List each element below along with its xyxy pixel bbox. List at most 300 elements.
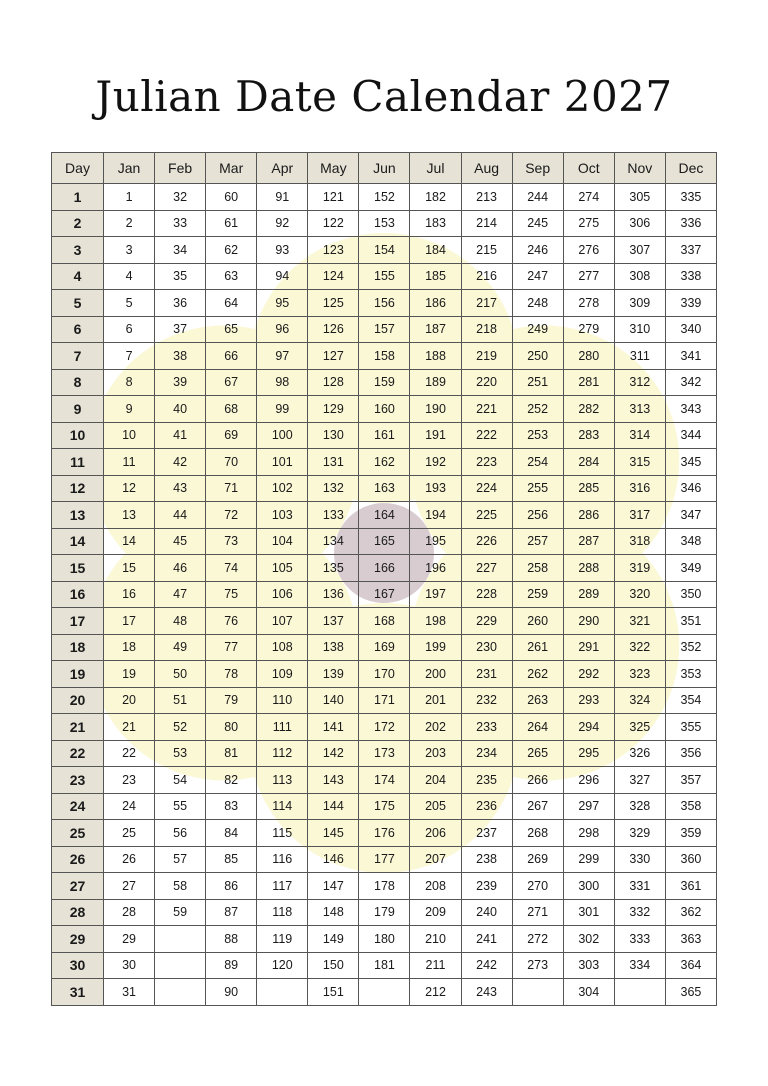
- julian-day-cell: 192: [410, 449, 461, 476]
- julian-day-cell: 361: [665, 873, 716, 900]
- julian-day-cell: 219: [461, 343, 512, 370]
- julian-day-cell: 170: [359, 661, 410, 688]
- julian-day-cell: 58: [155, 873, 206, 900]
- julian-day-cell: 263: [512, 687, 563, 714]
- julian-day-cell: 289: [563, 581, 614, 608]
- julian-day-cell: 30: [104, 952, 155, 979]
- julian-day-cell: 271: [512, 899, 563, 926]
- day-label: 10: [52, 422, 104, 449]
- julian-day-cell: 283: [563, 422, 614, 449]
- julian-day-cell: 84: [206, 820, 257, 847]
- julian-day-cell: 85: [206, 846, 257, 873]
- julian-day-cell: 168: [359, 608, 410, 635]
- julian-day-cell: 28: [104, 899, 155, 926]
- julian-day-cell: 128: [308, 369, 359, 396]
- julian-day-cell: 355: [665, 714, 716, 741]
- julian-day-cell: 198: [410, 608, 461, 635]
- column-header-month: Feb: [155, 153, 206, 184]
- julian-day-cell: 38: [155, 343, 206, 370]
- julian-day-cell: 133: [308, 502, 359, 529]
- julian-day-cell: 172: [359, 714, 410, 741]
- table-row: [52, 899, 717, 926]
- julian-day-cell: 99: [257, 396, 308, 423]
- julian-day-cell: 269: [512, 846, 563, 873]
- julian-day-cell: 139: [308, 661, 359, 688]
- julian-day-cell: 40: [155, 396, 206, 423]
- julian-day-cell: 341: [665, 343, 716, 370]
- julian-day-cell: 261: [512, 634, 563, 661]
- julian-day-cell: 255: [512, 475, 563, 502]
- julian-day-cell: 10: [104, 422, 155, 449]
- julian-day-cell: 332: [614, 899, 665, 926]
- column-header-month: Nov: [614, 153, 665, 184]
- julian-day-cell: 364: [665, 952, 716, 979]
- julian-day-cell: 90: [206, 979, 257, 1006]
- julian-day-cell: 365: [665, 979, 716, 1006]
- julian-day-cell: 193: [410, 475, 461, 502]
- julian-day-cell: 314: [614, 422, 665, 449]
- julian-day-cell: 233: [461, 714, 512, 741]
- julian-day-cell: 184: [410, 237, 461, 264]
- julian-day-cell: 228: [461, 581, 512, 608]
- table-row: [52, 263, 717, 290]
- julian-day-cell: 165: [359, 528, 410, 555]
- julian-day-cell: 313: [614, 396, 665, 423]
- julian-day-cell: 87: [206, 899, 257, 926]
- column-header-month: May: [308, 153, 359, 184]
- julian-day-cell: 176: [359, 820, 410, 847]
- julian-day-cell: 190: [410, 396, 461, 423]
- julian-day-cell: 68: [206, 396, 257, 423]
- julian-day-cell: 77: [206, 634, 257, 661]
- julian-day-cell: 333: [614, 926, 665, 953]
- julian-day-cell: 301: [563, 899, 614, 926]
- julian-day-cell: 202: [410, 714, 461, 741]
- julian-day-cell: 67: [206, 369, 257, 396]
- julian-day-cell: 62: [206, 237, 257, 264]
- julian-day-cell: 29: [104, 926, 155, 953]
- julian-day-cell: 152: [359, 184, 410, 211]
- table-row: [52, 608, 717, 635]
- julian-day-cell: 290: [563, 608, 614, 635]
- julian-day-cell: [155, 926, 206, 953]
- julian-day-cell: 106: [257, 581, 308, 608]
- julian-day-cell: 326: [614, 740, 665, 767]
- table-row: [52, 634, 717, 661]
- table-row: [52, 714, 717, 741]
- julian-day-cell: 134: [308, 528, 359, 555]
- julian-day-cell: 148: [308, 899, 359, 926]
- julian-date-table: [51, 152, 717, 1006]
- julian-day-cell: 200: [410, 661, 461, 688]
- julian-day-cell: 8: [104, 369, 155, 396]
- julian-day-cell: 277: [563, 263, 614, 290]
- day-label: 21: [52, 714, 104, 741]
- julian-day-cell: 107: [257, 608, 308, 635]
- table-row: [52, 926, 717, 953]
- julian-day-cell: 304: [563, 979, 614, 1006]
- julian-day-cell: 322: [614, 634, 665, 661]
- julian-day-cell: 57: [155, 846, 206, 873]
- table-row: [52, 369, 717, 396]
- julian-day-cell: [614, 979, 665, 1006]
- julian-day-cell: 16: [104, 581, 155, 608]
- julian-day-cell: 26: [104, 846, 155, 873]
- julian-day-cell: 108: [257, 634, 308, 661]
- julian-day-cell: 27: [104, 873, 155, 900]
- julian-day-cell: 268: [512, 820, 563, 847]
- table-row: [52, 793, 717, 820]
- julian-day-cell: 43: [155, 475, 206, 502]
- julian-day-cell: 206: [410, 820, 461, 847]
- julian-day-cell: 13: [104, 502, 155, 529]
- julian-day-cell: 92: [257, 210, 308, 237]
- julian-day-cell: [512, 979, 563, 1006]
- julian-day-cell: [257, 979, 308, 1006]
- table-row: [52, 740, 717, 767]
- table-row: [52, 449, 717, 476]
- julian-day-cell: 50: [155, 661, 206, 688]
- julian-day-cell: 354: [665, 687, 716, 714]
- table-row: [52, 661, 717, 688]
- julian-day-cell: 11: [104, 449, 155, 476]
- julian-day-cell: 317: [614, 502, 665, 529]
- julian-day-cell: 273: [512, 952, 563, 979]
- julian-day-cell: 21: [104, 714, 155, 741]
- julian-day-cell: 39: [155, 369, 206, 396]
- julian-day-cell: 340: [665, 316, 716, 343]
- julian-day-cell: 76: [206, 608, 257, 635]
- julian-day-cell: 65: [206, 316, 257, 343]
- julian-day-cell: 86: [206, 873, 257, 900]
- page-title: Julian Date Calendar 2027: [95, 72, 673, 121]
- julian-day-cell: 33: [155, 210, 206, 237]
- column-header-month: Apr: [257, 153, 308, 184]
- column-header-month: Aug: [461, 153, 512, 184]
- julian-day-cell: 337: [665, 237, 716, 264]
- julian-day-cell: 1: [104, 184, 155, 211]
- julian-day-cell: 173: [359, 740, 410, 767]
- julian-day-cell: 286: [563, 502, 614, 529]
- julian-day-cell: 356: [665, 740, 716, 767]
- table-row: [52, 422, 717, 449]
- julian-day-cell: 241: [461, 926, 512, 953]
- julian-day-cell: 44: [155, 502, 206, 529]
- julian-day-cell: 300: [563, 873, 614, 900]
- julian-day-cell: 7: [104, 343, 155, 370]
- day-label: 27: [52, 873, 104, 900]
- julian-day-cell: 285: [563, 475, 614, 502]
- column-header-month: Oct: [563, 153, 614, 184]
- julian-day-cell: 211: [410, 952, 461, 979]
- julian-day-cell: 339: [665, 290, 716, 317]
- julian-day-cell: 243: [461, 979, 512, 1006]
- julian-day-cell: 51: [155, 687, 206, 714]
- julian-day-cell: 335: [665, 184, 716, 211]
- julian-day-cell: 72: [206, 502, 257, 529]
- julian-day-cell: 155: [359, 263, 410, 290]
- julian-day-cell: 89: [206, 952, 257, 979]
- julian-day-cell: 100: [257, 422, 308, 449]
- julian-day-cell: 227: [461, 555, 512, 582]
- julian-day-cell: 178: [359, 873, 410, 900]
- julian-day-cell: 213: [461, 184, 512, 211]
- julian-day-cell: 218: [461, 316, 512, 343]
- julian-day-cell: 97: [257, 343, 308, 370]
- day-label: 28: [52, 899, 104, 926]
- julian-day-cell: 302: [563, 926, 614, 953]
- julian-day-cell: 182: [410, 184, 461, 211]
- julian-day-cell: 18: [104, 634, 155, 661]
- julian-day-cell: 12: [104, 475, 155, 502]
- julian-day-cell: 115: [257, 820, 308, 847]
- julian-day-cell: 363: [665, 926, 716, 953]
- julian-day-cell: 66: [206, 343, 257, 370]
- julian-day-cell: 60: [206, 184, 257, 211]
- julian-day-cell: 46: [155, 555, 206, 582]
- julian-day-cell: 116: [257, 846, 308, 873]
- julian-day-cell: 280: [563, 343, 614, 370]
- julian-day-cell: 181: [359, 952, 410, 979]
- julian-day-cell: 207: [410, 846, 461, 873]
- julian-day-cell: 142: [308, 740, 359, 767]
- julian-day-cell: 103: [257, 502, 308, 529]
- julian-day-cell: 183: [410, 210, 461, 237]
- julian-day-cell: 310: [614, 316, 665, 343]
- julian-day-cell: 136: [308, 581, 359, 608]
- julian-day-cell: 167: [359, 581, 410, 608]
- day-label: 8: [52, 369, 104, 396]
- julian-day-cell: 48: [155, 608, 206, 635]
- julian-day-cell: 121: [308, 184, 359, 211]
- julian-day-cell: 226: [461, 528, 512, 555]
- table-row: [52, 396, 717, 423]
- table-row: [52, 581, 717, 608]
- day-label: 11: [52, 449, 104, 476]
- julian-day-cell: 169: [359, 634, 410, 661]
- julian-day-cell: 212: [410, 979, 461, 1006]
- julian-day-cell: 352: [665, 634, 716, 661]
- julian-day-cell: 101: [257, 449, 308, 476]
- julian-day-cell: 343: [665, 396, 716, 423]
- julian-day-cell: 350: [665, 581, 716, 608]
- julian-day-cell: 221: [461, 396, 512, 423]
- julian-day-cell: 31: [104, 979, 155, 1006]
- table-row: [52, 475, 717, 502]
- julian-day-cell: 78: [206, 661, 257, 688]
- julian-day-cell: 195: [410, 528, 461, 555]
- julian-day-cell: 308: [614, 263, 665, 290]
- julian-day-cell: 23: [104, 767, 155, 794]
- julian-day-cell: 327: [614, 767, 665, 794]
- julian-day-cell: 42: [155, 449, 206, 476]
- julian-day-cell: 262: [512, 661, 563, 688]
- julian-day-cell: 346: [665, 475, 716, 502]
- julian-day-cell: 177: [359, 846, 410, 873]
- julian-day-cell: 298: [563, 820, 614, 847]
- julian-day-cell: 91: [257, 184, 308, 211]
- day-label: 17: [52, 608, 104, 635]
- julian-day-cell: 231: [461, 661, 512, 688]
- table-row: [52, 820, 717, 847]
- julian-day-cell: 179: [359, 899, 410, 926]
- julian-day-cell: 316: [614, 475, 665, 502]
- julian-day-cell: 17: [104, 608, 155, 635]
- table-row: [52, 767, 717, 794]
- day-label: 9: [52, 396, 104, 423]
- julian-day-cell: 3: [104, 237, 155, 264]
- julian-day-cell: 6: [104, 316, 155, 343]
- day-label: 15: [52, 555, 104, 582]
- julian-day-cell: [155, 952, 206, 979]
- julian-day-cell: 80: [206, 714, 257, 741]
- julian-day-cell: 104: [257, 528, 308, 555]
- day-label: 18: [52, 634, 104, 661]
- julian-day-cell: 295: [563, 740, 614, 767]
- julian-day-cell: 338: [665, 263, 716, 290]
- julian-day-cell: 345: [665, 449, 716, 476]
- day-label: 30: [52, 952, 104, 979]
- julian-day-cell: 70: [206, 449, 257, 476]
- julian-day-cell: 230: [461, 634, 512, 661]
- julian-day-cell: 208: [410, 873, 461, 900]
- julian-day-cell: 303: [563, 952, 614, 979]
- julian-day-cell: 45: [155, 528, 206, 555]
- julian-day-cell: 216: [461, 263, 512, 290]
- julian-day-cell: 93: [257, 237, 308, 264]
- julian-day-cell: 248: [512, 290, 563, 317]
- table-row: [52, 952, 717, 979]
- julian-day-cell: 111: [257, 714, 308, 741]
- julian-day-cell: 362: [665, 899, 716, 926]
- julian-day-cell: 201: [410, 687, 461, 714]
- julian-day-cell: 22: [104, 740, 155, 767]
- day-label: 23: [52, 767, 104, 794]
- julian-day-cell: 37: [155, 316, 206, 343]
- julian-day-cell: 118: [257, 899, 308, 926]
- julian-day-cell: 272: [512, 926, 563, 953]
- julian-day-cell: 174: [359, 767, 410, 794]
- julian-day-cell: 256: [512, 502, 563, 529]
- julian-day-cell: 61: [206, 210, 257, 237]
- julian-day-cell: 196: [410, 555, 461, 582]
- julian-day-cell: 237: [461, 820, 512, 847]
- julian-day-cell: 2: [104, 210, 155, 237]
- julian-day-cell: 137: [308, 608, 359, 635]
- julian-day-cell: 15: [104, 555, 155, 582]
- julian-day-cell: 4: [104, 263, 155, 290]
- julian-day-cell: 49: [155, 634, 206, 661]
- julian-day-cell: 297: [563, 793, 614, 820]
- column-header-month: Sep: [512, 153, 563, 184]
- julian-day-cell: 312: [614, 369, 665, 396]
- julian-day-cell: 323: [614, 661, 665, 688]
- column-header-month: Jun: [359, 153, 410, 184]
- julian-day-cell: 146: [308, 846, 359, 873]
- julian-day-cell: 171: [359, 687, 410, 714]
- day-label: 1: [52, 184, 104, 211]
- julian-day-cell: 56: [155, 820, 206, 847]
- julian-day-cell: 209: [410, 899, 461, 926]
- julian-day-cell: 141: [308, 714, 359, 741]
- julian-day-cell: 138: [308, 634, 359, 661]
- column-header-day: Day: [52, 153, 104, 184]
- julian-day-cell: 229: [461, 608, 512, 635]
- table-row: [52, 343, 717, 370]
- julian-day-cell: 305: [614, 184, 665, 211]
- julian-day-cell: 247: [512, 263, 563, 290]
- julian-day-cell: 52: [155, 714, 206, 741]
- julian-day-cell: 240: [461, 899, 512, 926]
- table-row: [52, 979, 717, 1006]
- julian-day-cell: 276: [563, 237, 614, 264]
- julian-day-cell: 287: [563, 528, 614, 555]
- julian-day-cell: 331: [614, 873, 665, 900]
- julian-day-cell: 282: [563, 396, 614, 423]
- day-label: 22: [52, 740, 104, 767]
- julian-day-cell: 180: [359, 926, 410, 953]
- julian-day-cell: 319: [614, 555, 665, 582]
- julian-day-cell: 257: [512, 528, 563, 555]
- day-label: 26: [52, 846, 104, 873]
- julian-day-cell: 55: [155, 793, 206, 820]
- table-row: [52, 290, 717, 317]
- julian-day-cell: 120: [257, 952, 308, 979]
- julian-day-cell: 321: [614, 608, 665, 635]
- table-row: [52, 237, 717, 264]
- julian-day-cell: 96: [257, 316, 308, 343]
- julian-day-cell: 278: [563, 290, 614, 317]
- julian-day-cell: 24: [104, 793, 155, 820]
- julian-day-cell: 122: [308, 210, 359, 237]
- julian-day-cell: 251: [512, 369, 563, 396]
- julian-day-cell: 358: [665, 793, 716, 820]
- julian-day-cell: 175: [359, 793, 410, 820]
- julian-day-cell: 199: [410, 634, 461, 661]
- julian-day-cell: 74: [206, 555, 257, 582]
- table-row: [52, 846, 717, 873]
- julian-day-cell: 162: [359, 449, 410, 476]
- julian-day-cell: 185: [410, 263, 461, 290]
- julian-day-cell: 83: [206, 793, 257, 820]
- julian-day-cell: 292: [563, 661, 614, 688]
- table-row: [52, 502, 717, 529]
- julian-day-cell: 81: [206, 740, 257, 767]
- julian-day-cell: 348: [665, 528, 716, 555]
- julian-day-cell: 69: [206, 422, 257, 449]
- julian-day-cell: 225: [461, 502, 512, 529]
- julian-day-cell: 204: [410, 767, 461, 794]
- julian-day-cell: 197: [410, 581, 461, 608]
- day-label: 14: [52, 528, 104, 555]
- julian-day-cell: 94: [257, 263, 308, 290]
- julian-day-cell: 296: [563, 767, 614, 794]
- julian-day-cell: 288: [563, 555, 614, 582]
- julian-day-cell: 306: [614, 210, 665, 237]
- julian-day-cell: 102: [257, 475, 308, 502]
- julian-day-cell: 110: [257, 687, 308, 714]
- julian-day-cell: 254: [512, 449, 563, 476]
- day-label: 2: [52, 210, 104, 237]
- julian-day-cell: 158: [359, 343, 410, 370]
- julian-day-cell: 223: [461, 449, 512, 476]
- julian-day-cell: [359, 979, 410, 1006]
- table-row: [52, 528, 717, 555]
- julian-day-cell: 95: [257, 290, 308, 317]
- julian-day-cell: 281: [563, 369, 614, 396]
- column-header-month: Mar: [206, 153, 257, 184]
- julian-day-cell: 143: [308, 767, 359, 794]
